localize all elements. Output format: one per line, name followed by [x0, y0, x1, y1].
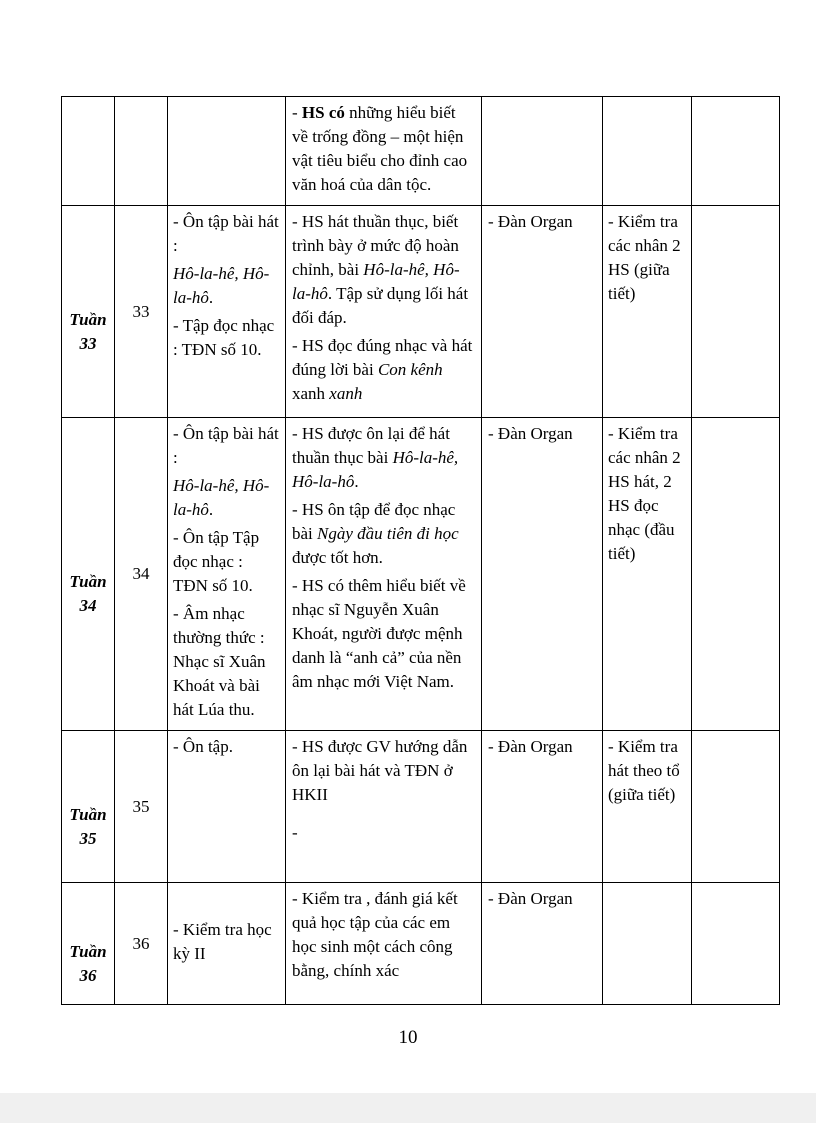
content-cell: [168, 418, 286, 731]
table-body: [62, 97, 780, 1005]
week-label: Tuần 34: [69, 572, 107, 615]
week-cell: [62, 731, 115, 883]
goal-item: [292, 498, 475, 570]
goal-item: [292, 101, 475, 197]
text-run: .: [208, 500, 214, 519]
text-run: HS có: [301, 103, 345, 122]
week-cell: [62, 418, 115, 731]
table-row: [62, 206, 780, 418]
goal-item: [292, 210, 475, 330]
content-item: [173, 735, 280, 759]
content-item: [173, 602, 280, 722]
equipment-cell: [482, 418, 603, 731]
equipment-cell: [482, 883, 603, 1005]
goal-item: [292, 887, 475, 983]
assessment-cell: [603, 97, 692, 206]
assessment-cell: [603, 883, 692, 1005]
text-run: Hô-la-hê, Hô-la-hô: [173, 264, 270, 307]
lesson-number: 33: [132, 301, 150, 321]
page-number: 10: [398, 1027, 418, 1048]
week-label: Tuần 36: [69, 941, 107, 985]
text-run: Hô-la-hê, Hô-la-hô: [292, 260, 460, 303]
table-row: [62, 97, 780, 206]
note-cell: [692, 883, 780, 1005]
page-bottom-band: [0, 1093, 816, 1123]
text-run: -: [292, 103, 302, 122]
goal-item: [292, 422, 475, 494]
text-run: xanh: [329, 384, 363, 403]
text-run: .: [354, 472, 359, 491]
week-label: Tuần 33: [69, 309, 107, 353]
text-run: - Tập đọc nhạc : TĐN số 10.: [173, 316, 275, 359]
goals-cell: [286, 97, 482, 206]
text-run: - HS có thêm hiểu biết về nhạc sĩ Nguyễn Xuân Khoát, người được mệnh danh là “anh cả” của nền âm nhạc mới Việt Nam.: [292, 576, 466, 691]
text-run: Con kênh: [377, 360, 443, 379]
text-run: những hiểu biết về trống đồng – một hiện vật tiêu biểu cho đỉnh cao văn hoá của dân tộc.: [292, 103, 468, 194]
note-cell: [692, 97, 780, 206]
lesson-number: 36: [132, 933, 150, 953]
equipment-text: - Đàn Organ: [488, 889, 573, 908]
note-cell: [692, 206, 780, 418]
content-item: [173, 422, 280, 470]
goal-item: [292, 574, 475, 694]
text-run: - Ôn tập.: [173, 737, 233, 756]
text-run: -: [292, 823, 298, 842]
text-run: - Kiểm tra , đánh giá kết quả học tập của các em học sinh một cách công bằng, chính xác: [292, 889, 458, 980]
assessment-cell: [603, 731, 692, 883]
table-row: [62, 883, 780, 1005]
note-cell: [692, 731, 780, 883]
lesson-number-cell: [115, 418, 168, 731]
assessment-text: - Kiểm tra hát theo tổ (giữa tiết): [608, 737, 680, 804]
week-cell: [62, 206, 115, 418]
lesson-number-cell: [115, 883, 168, 1005]
equipment-cell: [482, 206, 603, 418]
goal-item: [292, 735, 475, 807]
assessment-text: - Kiểm tra các nhân 2 HS hát, 2 HS đọc nhạc (đầu tiết): [608, 424, 681, 563]
lesson-number-cell: [115, 206, 168, 418]
text-run: - Kiểm tra học kỳ II: [173, 919, 272, 963]
table-row: [62, 731, 780, 883]
content-item: [173, 210, 280, 258]
content-item: [173, 262, 280, 310]
content-item: [173, 314, 280, 362]
text-run: - Âm nhạc thường thức : Nhạc sĩ Xuân Khoát và bài hát Lúa thu.: [173, 604, 266, 719]
goal-item: [292, 821, 475, 845]
goals-cell: [286, 883, 482, 1005]
content-cell: [168, 731, 286, 883]
content-item: [173, 918, 280, 966]
assessment-cell: [603, 206, 692, 418]
lesson-number: 34: [132, 564, 150, 583]
text-run: - HS ôn tập để đọc nhạc bài: [292, 500, 456, 543]
text-run: - HS hát thuần thục, biết trình bày ở mức độ hoàn chỉnh, bài: [292, 212, 459, 279]
text-run: Hô-la-hê, Hô-la-hô: [173, 476, 270, 519]
text-run: được tốt hơn.: [292, 548, 383, 567]
text-run: - HS được ôn lại để hát thuần thục bài: [292, 424, 450, 467]
goals-cell: [286, 206, 482, 418]
text-run: - Ôn tập bài hát :: [173, 424, 279, 467]
week-cell: [62, 97, 115, 206]
equipment-cell: [482, 97, 603, 206]
lesson-plan-table: [61, 96, 780, 1005]
content-cell: [168, 97, 286, 206]
equipment-text: - Đàn Organ: [488, 212, 573, 231]
text-run: . Tập sử dụng lối hát đối đáp.: [292, 284, 469, 327]
text-run: - Ôn tập Tập đọc nhạc : TĐN số 10.: [173, 528, 260, 595]
content-cell: [168, 206, 286, 418]
goals-cell: [286, 731, 482, 883]
text-run: .: [208, 288, 214, 307]
text-run: - HS được GV hướng dẫn ôn lại bài hát và TĐN ở HKII: [292, 737, 468, 804]
week-label: Tuần 35: [69, 804, 107, 848]
lesson-number-cell: [115, 97, 168, 206]
equipment-text: - Đàn Organ: [488, 424, 573, 443]
lesson-number-cell: [115, 731, 168, 883]
assessment-cell: [603, 418, 692, 731]
equipment-cell: [482, 731, 603, 883]
table-row: [62, 418, 780, 731]
content-item: [173, 526, 280, 598]
content-cell: [168, 883, 286, 1005]
text-run: xanh: [292, 384, 330, 403]
text-run: Ngày đầu tiên đi học: [317, 524, 459, 543]
text-run: Hô-la-hê, Hô-la-hô: [292, 448, 459, 491]
equipment-text: - Đàn Organ: [488, 737, 573, 756]
note-cell: [692, 418, 780, 731]
lesson-number: 35: [132, 796, 150, 816]
goal-item: [292, 334, 475, 406]
goals-cell: [286, 418, 482, 731]
assessment-text: - Kiểm tra các nhân 2 HS (giữa tiết): [608, 212, 681, 303]
text-run: - HS đọc đúng nhạc và hát đúng lời bài: [292, 336, 473, 379]
content-item: [173, 474, 280, 522]
text-run: - Ôn tập bài hát :: [173, 212, 279, 255]
week-cell: [62, 883, 115, 1005]
